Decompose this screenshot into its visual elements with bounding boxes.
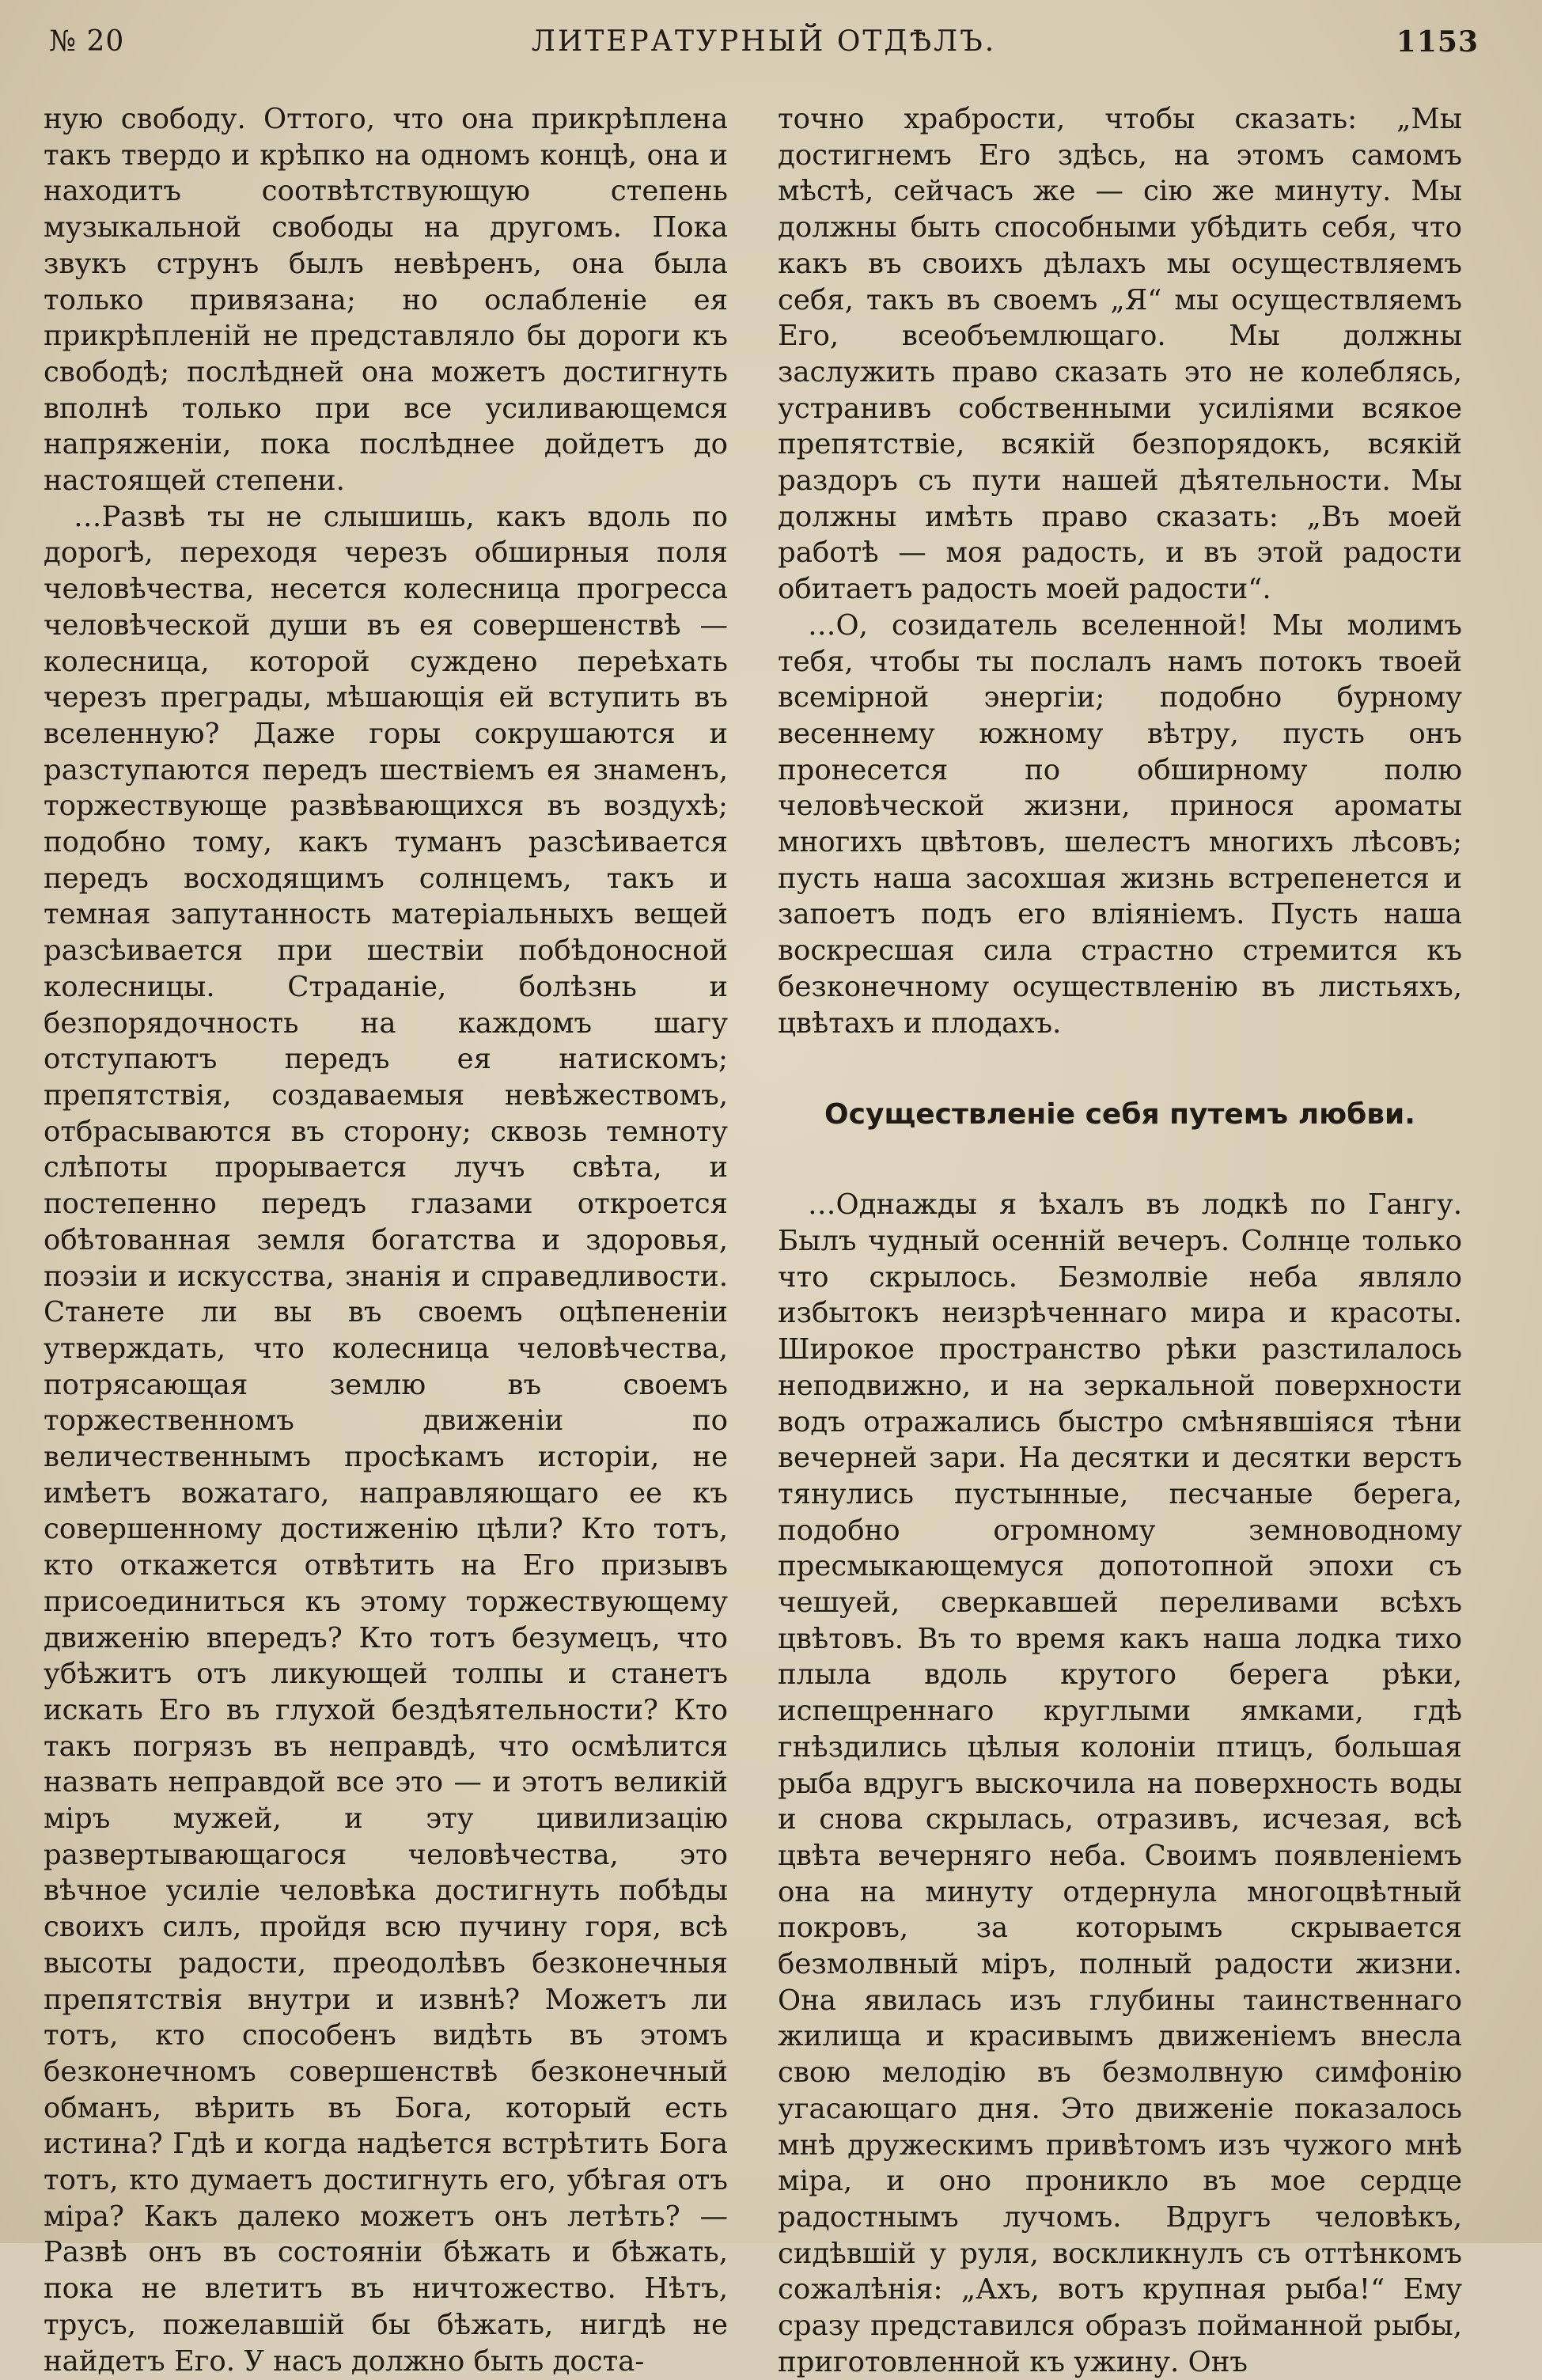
- running-header: [49, 16, 1479, 63]
- section-title: ЛИТЕРАТУРНЫЙ ОТДѢЛЪ.: [531, 25, 997, 58]
- paragraph: …Однажды я ѣхалъ въ лодкѣ по Гангу. Былъ чудный осенній вечеръ. Солнце только что скрылось. Безмолвіе неба являло избытокъ неизрѣченнаго мира и красоты. Широкое пространство рѣки разстилалось неподвижно, и на зеркальной поверхности водъ отражались быстро смѣнявшіяся тѣни вечерней зари. На десятки и десятки верстъ тянулись пустынные, песчаные берега, подобно огромному земноводному пресмыкающемуся допотопной эпохи съ чешуей, сверкавшей переливами всѣхъ цвѣтовъ. Въ то время какъ наша лодка тихо плыла вдоль крутого берега рѣки, испещреннаго круглыми ямками, гдѣ гнѣздились цѣлыя колоніи птицъ, большая рыба вдругъ выскочила на поверхность воды и снова скрылась, отразивъ, исчезая, всѣ цвѣта вечерняго неба. Своимъ появленіемъ она на минуту отдернула многоцвѣтный покровъ, за которымъ скрывается безмолвный міръ, полный радости жизни. Она явилась изъ глубины таинственнаго жилища и красивымъ движеніемъ внесла свою мелодію въ безмолвную симфонію угасающаго дня. Это движеніе показалось мнѣ дружескимъ привѣтомъ изъ чужого мнѣ міра, и оно проникло въ мое сердце радостнымъ лучомъ. Вдругъ человѣкъ, сидѣвшій у руля, воскликнулъ съ оттѣнкомъ сожалѣнія: „Ахъ, вотъ крупная рыба!“ Ему сразу представился образъ пойманной рыбы, приготовленной къ ужину. Онъ: [778, 1188, 1462, 2378]
- page-number: 1153: [1396, 25, 1479, 59]
- paragraph: …Развѣ ты не слышишь, какъ вдоль по дорогѣ, переходя черезъ обширныя поля человѣчества, несется колесница прогресса человѣческой души въ ея совершенствѣ — колесница, которой суждено переѣхать черезъ преграды, мѣшающія ей вступить въ вселенную? Даже горы сокрушаются и разступаются передъ шествіемъ ея знаменъ, торжествующе развѣвающихся въ воздухѣ; подобно тому, какъ туманъ разсѣивается передъ восходящимъ солнцемъ, такъ и темная запутанность матеріальныхъ вещей разсѣивается при шествіи побѣдоносной колесницы. Страданіе, болѣзнь и безпорядочность на каждомъ шагу отступаютъ передъ ея натискомъ; препятствія, создаваемыя невѣжествомъ, отбрасываются въ сторону; сквозь темноту слѣпоты прорывается лучъ свѣта, и постепенно передъ глазами откроется обѣтованная земля богатства и здоровья, поэзіи и искусства, знанія и справедливости. Станете ли вы въ своемъ оцѣпененіи утверждать, что колесница человѣчества, потрясающая землю въ своемъ торжественномъ движеніи по величественнымъ просѣкамъ исторіи, не имѣетъ вожатаго, направляющаго ее къ совершенному достиженію цѣли? Кто тотъ, кто откажется отвѣтить на Его призывъ присоединиться къ этому торжествующему движенію впередъ? Кто тотъ безумецъ, что убѣжитъ отъ ликующей толпы и станетъ искать Его въ глухой бездѣятельности? Кто такъ погрязъ въ неправдѣ, что осмѣлится назвать неправдой все это — и этотъ великій міръ мужей, и эту цивилизацію развертывающагося человѣчества, это вѣчное усиліе человѣка достигнуть побѣды своихъ силъ, пройдя всю пучину горя, всѣ высоты радости, преодолѣвъ безконечныя препятствія внутри и извнѣ? Можетъ ли тотъ, кто способенъ видѣть въ этомъ безконечномъ совершенствѣ безконечный обманъ, вѣрить въ Бога, который есть истина? Гдѣ и когда надѣется встрѣтить Бога тотъ, кто думаетъ достигнуть его, убѣгая отъ міра? Какъ далеко можетъ онъ летѣть? — Развѣ онъ въ состояніи бѣжать и бѣжать, пока не влетитъ въ ничтожество. Нѣтъ, трусъ, пожелавшій бы бѣжать, нигдѣ не найдетъ Его. У насъ должно быть доста-: [44, 500, 728, 2378]
- left-column: [44, 101, 728, 2379]
- section-heading: Осуществленіе себя путемъ любви.: [824, 1098, 1415, 1131]
- right-column: [778, 101, 1462, 2380]
- paragraph: ную свободу. Оттого, что она прикрѣплена такъ твердо и крѣпко на одномъ концѣ, она и находитъ соотвѣтствующую степень музыкальной свободы на другомъ. Пока звукъ струнъ былъ невѣренъ, она была только привязана; но ослабленіе ея прикрѣпленій не представляло бы дороги къ свободѣ; послѣдней она можетъ достигнуть вполнѣ только при все усиливающемся напряженіи, пока послѣднее дойдетъ до настоящей степени.: [44, 103, 728, 498]
- paragraph: …О, созидатель вселенной! Мы молимъ тебя, чтобы ты послалъ намъ потокъ твоей всемірной энергіи; подобно бурному весеннему южному вѣтру, пусть онъ пронесется по обширному полю человѣческой жизни, принося ароматы многихъ цвѣтовъ, шелестъ многихъ лѣсовъ; пусть наша засохшая жизнь встрепенется и запоетъ подъ его вліяніемъ. Пусть наша воскресшая сила страстно стремится къ безконечному осуществленію въ листьяхъ, цвѣтахъ и плодахъ.: [778, 608, 1462, 1040]
- paragraph: точно храбрости, чтобы сказать: „Мы достигнемъ Его здѣсь, на этомъ самомъ мѣстѣ, сейчасъ же — сію же минуту. Мы должны быть способными убѣдить себя, что какъ въ своихъ дѣлахъ мы осуществляемъ себя, такъ въ своемъ „Я“ мы осуществляемъ Его, всеобъемлющаго. Мы должны заслужить право сказать это не колеблясь, устранивъ собственными усиліями всякое препятствіе, всякій безпорядокъ, всякій раздоръ съ пути нашей дѣятельности. Мы должны имѣть право сказать: „Въ моей работѣ — моя радость, и въ этой радости обитаетъ радость моей радости“.: [778, 103, 1462, 606]
- issue-number: № 20: [49, 25, 125, 58]
